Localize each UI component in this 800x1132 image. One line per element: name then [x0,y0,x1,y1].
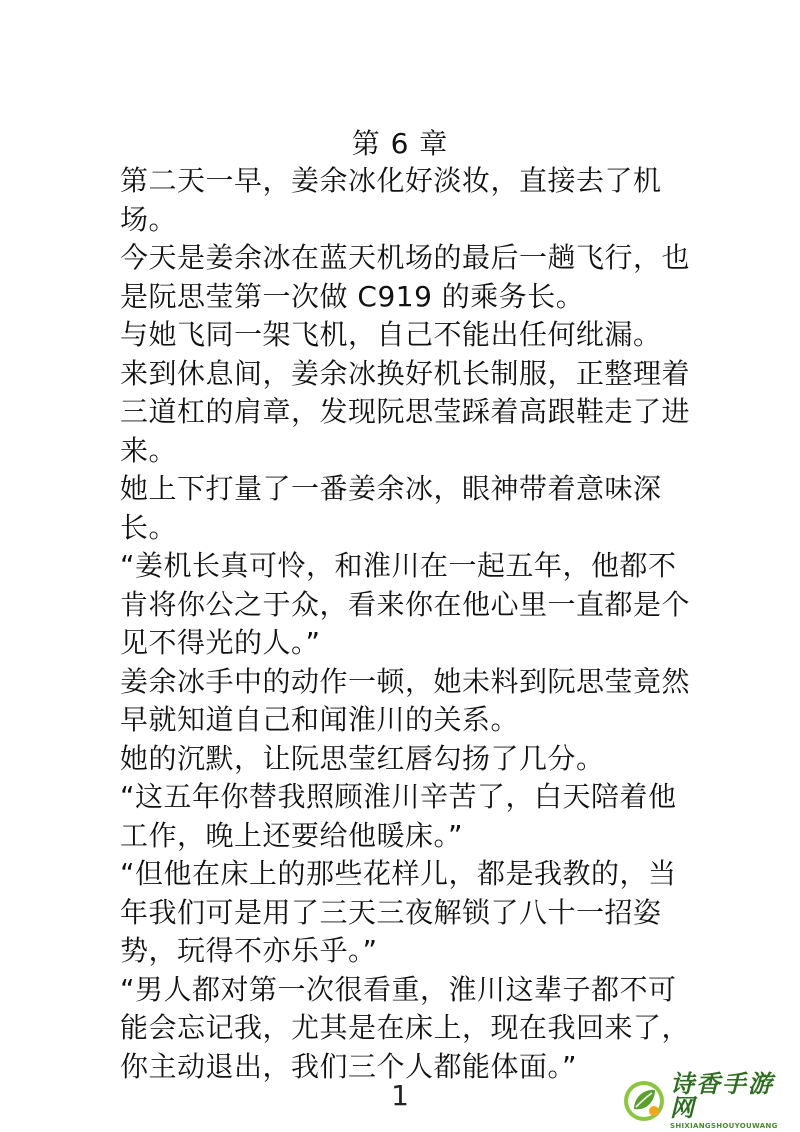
watermark-text [670,1072,792,1130]
paragraph: 姜余冰手中的动作一顿，她未料到阮思莹竟然早就知道自己和闻淮川的关系。 [120,664,691,736]
paragraph: 她的沉默，让阮思莹红唇勾扬了几分。 [120,741,605,775]
chapter-title: 第 6 章 [351,127,449,160]
paragraph: “这五年你替我照顾淮川辛苦了，白天陪着他工作，晚上还要给他暖床。” [120,780,677,852]
paragraph: 今天是姜余冰在蓝天机场的最后一趟飞行，也是阮思莹第一次做 C919 的乘务长。 [120,241,691,313]
paragraph: 她上下打量了一番姜余冰，眼神带着意味深长。 [120,472,662,544]
leaf-logo-icon [622,1079,666,1123]
paragraph: 与她飞同一架飞机，自己不能出任何纰漏。 [120,318,662,351]
site-watermark [622,1070,792,1130]
paragraph: 来到休息间，姜余冰换好机长制服，正整理着三道杠的肩章，发现阮思莹踩着高跟鞋走了进来。 [120,356,691,467]
paragraph: “姜机长真可怜，和淮川在一起五年，他都不肯将你公之于众，看来你在他心里一直都是个见不得光的人。” [120,549,691,659]
paragraph: “但他在床上的那些花样儿，都是我教的，当年我们可是用了三天三夜解锁了八十一招姿势，玩得不亦乐乎。” [120,857,677,967]
paragraph: 第二天一早，姜余冰化好淡妆，直接去了机场。 [120,164,662,236]
watermark-name: 诗香手游网 [670,1070,774,1122]
page-number: 1 [391,1079,409,1112]
watermark-domain: SHIXIANGSHOUYOUWANG [670,1122,778,1130]
paragraph: “男人都对第一次很看重，淮川这辈子都不可能会忘记我，尤其是在床上，现在我回来了，你主动退出，我们三个人都能体面。” [120,972,691,1083]
chapter-body [120,162,690,1086]
